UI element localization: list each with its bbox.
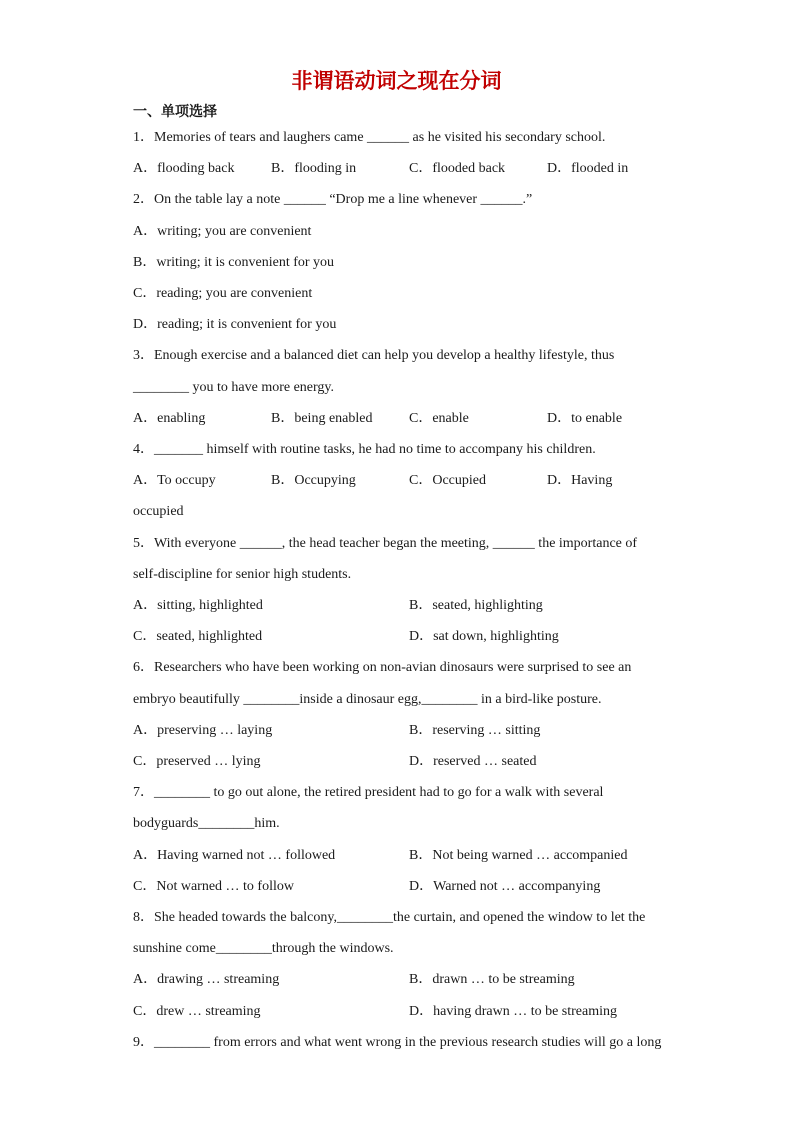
question-3-option-a[interactable]: A．enabling [133,411,206,426]
question-6-stem-line-2: embryo beautifully ________inside a dinosaur egg,________ in a bird-like posture. [133,692,602,707]
question-5-option-a[interactable]: A．sitting, highlighted [133,598,263,613]
question-6-stem-line-1: 6．Researchers who have been working on non-avian dinosaurs were surprised to see an [133,660,632,675]
question-8-option-a[interactable]: A．drawing … streaming [133,972,280,987]
page-title: 非谓语动词之现在分词 [291,69,502,93]
question-6-option-d[interactable]: D．reserved … seated [409,754,537,769]
question-4-option-c[interactable]: C．Occupied [409,473,486,488]
question-1-option-b[interactable]: B．flooding in [271,161,357,176]
question-5-stem-line-2: self-discipline for senior high students. [133,567,352,582]
question-3-option-c[interactable]: C．enable [409,411,469,426]
question-3-stem-line-1: 3．Enough exercise and a balanced diet can help you develop a healthy lifestyle, thus [133,348,615,363]
question-9-stem: 9．________ from errors and what went wrong in the previous research studies will go a long [133,1035,662,1050]
question-2-option-a[interactable]: A．writing; you are convenient [133,224,312,239]
section-heading: 一、单项选择 [133,104,217,120]
question-4-option-a[interactable]: A．To occupy [133,473,216,488]
question-2-stem: 2．On the table lay a note ______ “Drop me a line whenever ______.” [133,192,533,207]
question-1-option-c[interactable]: C．flooded back [409,161,506,176]
question-5-option-c[interactable]: C．seated, highlighted [133,629,263,644]
question-7-option-b[interactable]: B．Not being warned … accompanied [409,848,628,863]
question-8-stem-line-2: sunshine come________through the windows. [133,941,394,956]
question-2-option-c[interactable]: C．reading; you are convenient [133,286,313,301]
question-7-option-d[interactable]: D．Warned not … accompanying [409,879,601,894]
question-4-stem: 4．_______ himself with routine tasks, he had no time to accompany his children. [133,442,596,457]
question-1-option-d[interactable]: D．flooded in [547,161,629,176]
question-1-stem: 1．Memories of tears and laughers came ______ as he visited his secondary school. [133,130,606,145]
question-2-option-b[interactable]: B．writing; it is convenient for you [133,255,335,270]
question-5-option-d[interactable]: D．sat down, highlighting [409,629,559,644]
question-5-stem-line-1: 5．With everyone ______, the head teacher began the meeting, ______ the importance of [133,536,638,551]
question-3-option-b[interactable]: B．being enabled [271,411,373,426]
question-7-option-a[interactable]: A．Having warned not … followed [133,848,336,863]
question-7-option-c[interactable]: C．Not warned … to follow [133,879,294,894]
question-3-stem-line-2: ________ you to have more energy. [133,380,335,395]
question-6-option-a[interactable]: A．preserving … laying [133,723,273,738]
question-7-stem-line-2: bodyguards________him. [133,816,280,831]
question-5-option-b[interactable]: B．seated, highlighting [409,598,543,613]
question-8-stem-line-1: 8．She headed towards the balcony,________the curtain, and opened the window to let the [133,910,646,925]
question-1-option-a[interactable]: A．flooding back [133,161,235,176]
question-4-option-d-continued: occupied [133,504,184,519]
question-8-option-b[interactable]: B．drawn … to be streaming [409,972,575,987]
question-7-stem-line-1: 7．________ to go out alone, the retired president had to go for a walk with several [133,785,604,800]
question-4-option-d[interactable]: D．Having [547,473,613,488]
question-4-option-b[interactable]: B．Occupying [271,473,356,488]
question-8-option-c[interactable]: C．drew … streaming [133,1004,261,1019]
question-2-option-d[interactable]: D．reading; it is convenient for you [133,317,337,332]
question-8-option-d[interactable]: D．having drawn … to be streaming [409,1004,618,1019]
question-3-option-d[interactable]: D．to enable [547,411,623,426]
question-6-option-c[interactable]: C．preserved … lying [133,754,261,769]
question-6-option-b[interactable]: B．reserving … sitting [409,723,541,738]
